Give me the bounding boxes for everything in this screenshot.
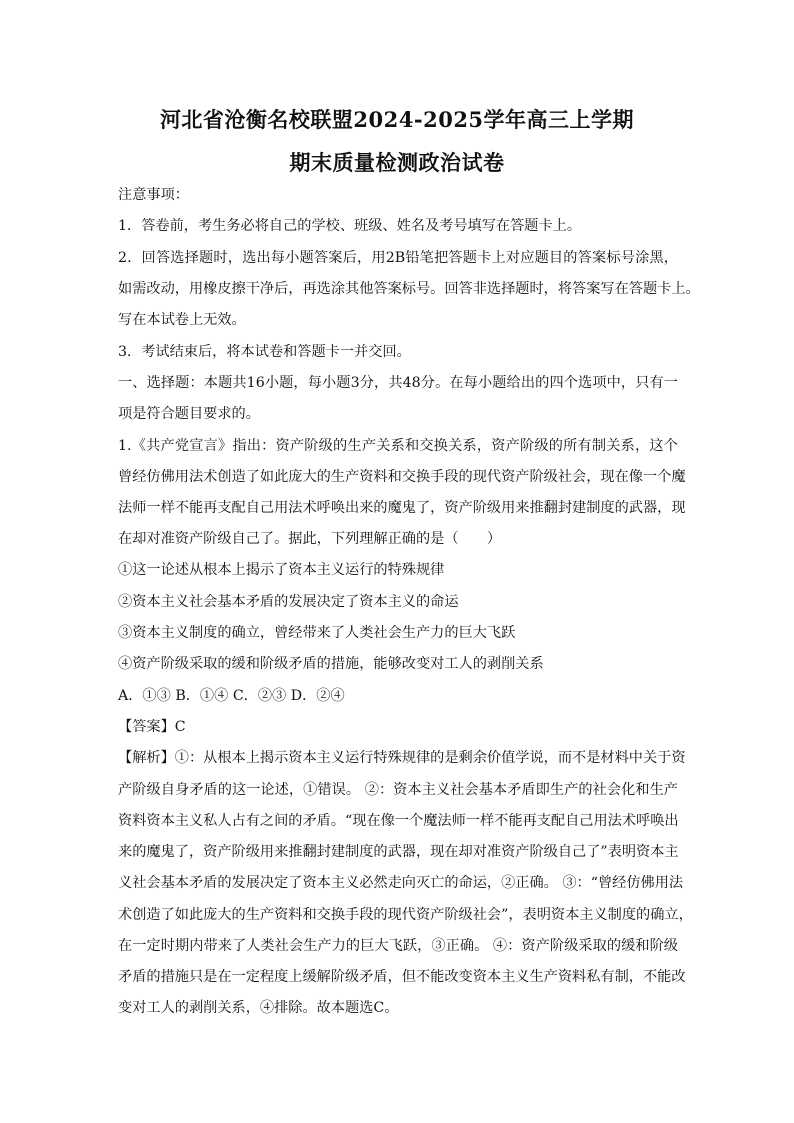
question-1-choices: A．①③ B．①④ C．②③ D．②④ — [118, 688, 345, 704]
question-1-analysis-line6: 术创造了如此庞大的生产资料和交换手段的现代资产阶级社会”，表明资本主义制度的确立， — [118, 907, 693, 923]
question-1-stem-line3: 法师一样不能再支配自己用法术呼唤出来的魔鬼了，资产阶级用来推翻封建制度的武器，现 — [118, 500, 686, 516]
notice-item-1: 1．答卷前，考生务必将自己的学校、班级、姓名及考号填写在答题卡上。 — [118, 218, 582, 234]
notice-item-3: 3．考试结束后，将本试卷和答题卡一并交回。 — [118, 344, 411, 360]
section-heading-line1: 一、选择题：本题共16小题，每小题3分，共48分。在每小题给出的四个选项中，只有一 — [118, 375, 678, 391]
question-1-option-1: ①这一论述从根本上揭示了资本主义运行的特殊规律 — [118, 562, 445, 578]
question-1-analysis-line5: 义社会基本矛盾的发展决定了资本主义必然走向灭亡的命运，②正确。 ③：“曾经仿佛用法 — [118, 875, 684, 891]
notice-item-2-line1: 2．回答选择题时，选出每小题答案后，用2B铅笔把答题卡上对应题目的答案标号涂黑， — [118, 250, 678, 266]
question-1-analysis-line1: 【解析】①：从根本上揭示资本主义运行特殊规律的是剩余价值学说，而不是材料中关于资 — [118, 750, 686, 766]
question-1-analysis-line2: 产阶级自身矛盾的这一论述，①错误。 ②：资本主义社会基本矛盾即生产的社会化和生产 — [118, 782, 678, 798]
notice-item-2-line2: 如需改动，用橡皮擦干净后，再选涂其他答案标号。回答非选择题时，将答案写在答题卡上。 — [118, 281, 700, 297]
question-1-stem-line4: 在却对准资产阶级自己了。据此，下列理解正确的是（ ） — [118, 531, 502, 547]
question-1-option-3: ③资本主义制度的确立，曾经带来了人类社会生产力的巨大飞跃 — [118, 625, 516, 641]
question-1-answer: 【答案】C — [118, 719, 186, 735]
question-1-analysis-line9: 变对工人的剥削关系，④排除。故本题选C。 — [118, 1000, 399, 1016]
question-1-stem-line1: 1.《共产党宣言》指出：资产阶级的生产关系和交换关系，资产阶级的所有制关系，这个 — [118, 438, 678, 454]
question-1-analysis-line3: 资料资本主义私人占有之间的矛盾。“现在像一个魔法师一样不能再支配自己用法术呼唤出 — [118, 813, 679, 829]
question-1-stem-line2: 曾经仿佛用法术创造了如此庞大的生产资料和交换手段的现代资产阶级社会，现在像一个魔 — [118, 469, 686, 485]
question-1-analysis-line7: 在一定时期内带来了人类社会生产力的巨大飞跃，③正确。 ④：资产阶级采取的缓和阶级 — [118, 938, 678, 954]
question-1-analysis-line8: 矛盾的措施只是在一定程度上缓解阶级矛盾，但不能改变资本主义生产资料私有制，不能改 — [118, 969, 686, 985]
exam-title-line1: 河北省沧衡名校联盟2024-2025学年高三上学期 — [159, 107, 635, 132]
notice-item-2-line3: 写在本试卷上无效。 — [118, 312, 246, 328]
question-1-option-2: ②资本主义社会基本矛盾的发展决定了资本主义的命运 — [118, 594, 459, 610]
question-1-analysis-line4: 来的魔鬼了，资产阶级用来推翻封建制度的武器，现在却对准资产阶级自己了”表明资本主 — [118, 844, 679, 860]
section-heading-line2: 项是符合题目要求的。 — [118, 406, 260, 422]
exam-title-line2: 期末质量检测政治试卷 — [289, 150, 505, 175]
question-1-option-4: ④资产阶级采取的缓和阶级矛盾的措施，能够改变对工人的剥削关系 — [118, 656, 544, 672]
notice-heading: 注意事项： — [118, 187, 189, 203]
